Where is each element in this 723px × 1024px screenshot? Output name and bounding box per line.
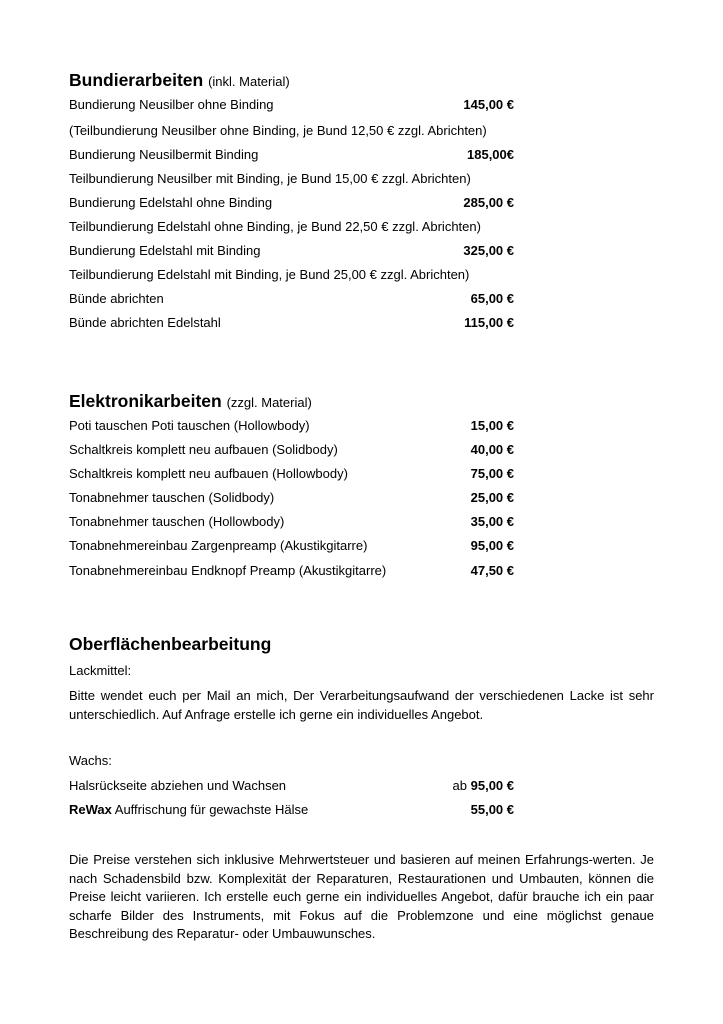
item-label: Bundierung Neusilbermit Binding (69, 147, 259, 162)
price-row (69, 800, 514, 820)
price-row (69, 193, 514, 213)
price-row (69, 561, 514, 581)
item-label-bold: ReWax (69, 802, 112, 817)
price-row (69, 289, 514, 309)
item-price (471, 800, 514, 820)
note-row: Teilbundierung Neusilber mit Binding, je Bund 15,00 € zzgl. Abrichten) (69, 171, 471, 186)
item-price: 95,00 € (470, 538, 514, 553)
item-price: 75,00 € (470, 466, 514, 481)
item-price: 25,00 € (470, 490, 514, 505)
section-heading-ober (69, 634, 271, 655)
item-price: 185,00€ (467, 147, 514, 162)
section-title: Bundierarbeiten (69, 70, 204, 90)
price-row (69, 145, 514, 165)
price-row (69, 241, 514, 261)
item-price: 65,00 € (470, 291, 514, 306)
price-row (69, 440, 514, 460)
note-row: Teilbundierung Edelstahl ohne Binding, je Bund 22,50 € zzgl. Abrichten) (69, 219, 481, 234)
price-value: 95,00 € (470, 778, 514, 793)
item-label-text: Halsrückseite abziehen und Wachsen (69, 778, 287, 793)
price-value: 55,00 € (470, 802, 514, 817)
price-row (69, 488, 514, 508)
item-label: Schaltkreis komplett neu aufbauen (Solidbody) (69, 442, 338, 457)
section-title: Elektronikarbeiten (69, 391, 222, 411)
lack-label: Lackmittel: (69, 663, 132, 678)
price-row (69, 416, 514, 436)
section-heading-elek (69, 391, 312, 412)
item-label: Bundierung Edelstahl ohne Binding (69, 195, 273, 210)
item-label: Bundierung Edelstahl mit Binding (69, 243, 261, 258)
item-price: 47,50 € (470, 563, 514, 578)
section-note: (zzgl. Material) (226, 395, 312, 410)
price-row (69, 95, 514, 115)
item-price: 145,00 € (463, 97, 514, 112)
item-label: Tonabnehmereinbau Zargenpreamp (Akustikgitarre) (69, 538, 368, 553)
item-price: 15,00 € (470, 418, 514, 433)
section-title: Oberflächenbearbeitung (69, 634, 272, 654)
price-row (69, 776, 514, 796)
item-price: 40,00 € (470, 442, 514, 457)
item-label-text: Auffrischung für gewachste Hälse (111, 802, 309, 817)
item-label (69, 800, 308, 820)
note-row: (Teilbundierung Neusilber ohne Binding, je Bund 12,50 € zzgl. Abrichten) (69, 123, 487, 138)
lack-text: Bitte wendet euch per Mail an mich, Der Verarbeitungsaufwand der verschiedenen Lacke ist sehr unterschiedlich. Auf Anfrage erstelle ich gerne ein individuelles Angebot. (69, 688, 654, 722)
price-prefix: ab (452, 778, 467, 793)
price-row (69, 464, 514, 484)
item-label: Tonabnehmer tauschen (Hollowbody) (69, 514, 285, 529)
item-label: Tonabnehmereinbau Endknopf Preamp (Akustikgitarre) (69, 563, 387, 578)
item-label: Bundierung Neusilber ohne Binding (69, 97, 274, 112)
section-note: (inkl. Material) (208, 74, 290, 89)
note-row: Teilbundierung Edelstahl mit Binding, je Bund 25,00 € zzgl. Abrichten) (69, 267, 470, 282)
item-price: 35,00 € (470, 514, 514, 529)
item-price: 115,00 € (464, 315, 514, 330)
item-label (69, 776, 286, 796)
price-row (69, 536, 514, 556)
item-price (453, 776, 514, 796)
footer-paragraph: Die Preise verstehen sich inklusive Mehrwertsteuer und basieren auf meinen Erfahrungs-werten. Je nach Schadensbild bzw. Komplexität der Reparaturen, Restaurationen und Umbauten, können die Preise leicht variieren. Ich erstelle euch gerne ein individuelles Angebot, dafür brauche ich ein paar scharfe Bilder des Instruments, mit Fokus auf die Problemzone und eine möglichst genaue Beschreibung des Reparatur- oder Umbauwunsches. (69, 852, 654, 941)
price-row (69, 512, 514, 532)
item-label: Bünde abrichten Edelstahl (69, 315, 221, 330)
section-heading-bund (69, 70, 290, 91)
item-price: 285,00 € (463, 195, 514, 210)
item-label: Tonabnehmer tauschen (Solidbody) (69, 490, 275, 505)
item-label: Bünde abrichten (69, 291, 164, 306)
item-price: 325,00 € (463, 243, 514, 258)
item-label: Poti tauschen Poti tauschen (Hollowbody) (69, 418, 310, 433)
wachs-label: Wachs: (69, 753, 112, 768)
price-row (69, 313, 514, 333)
item-label: Schaltkreis komplett neu aufbauen (Hollowbody) (69, 466, 348, 481)
